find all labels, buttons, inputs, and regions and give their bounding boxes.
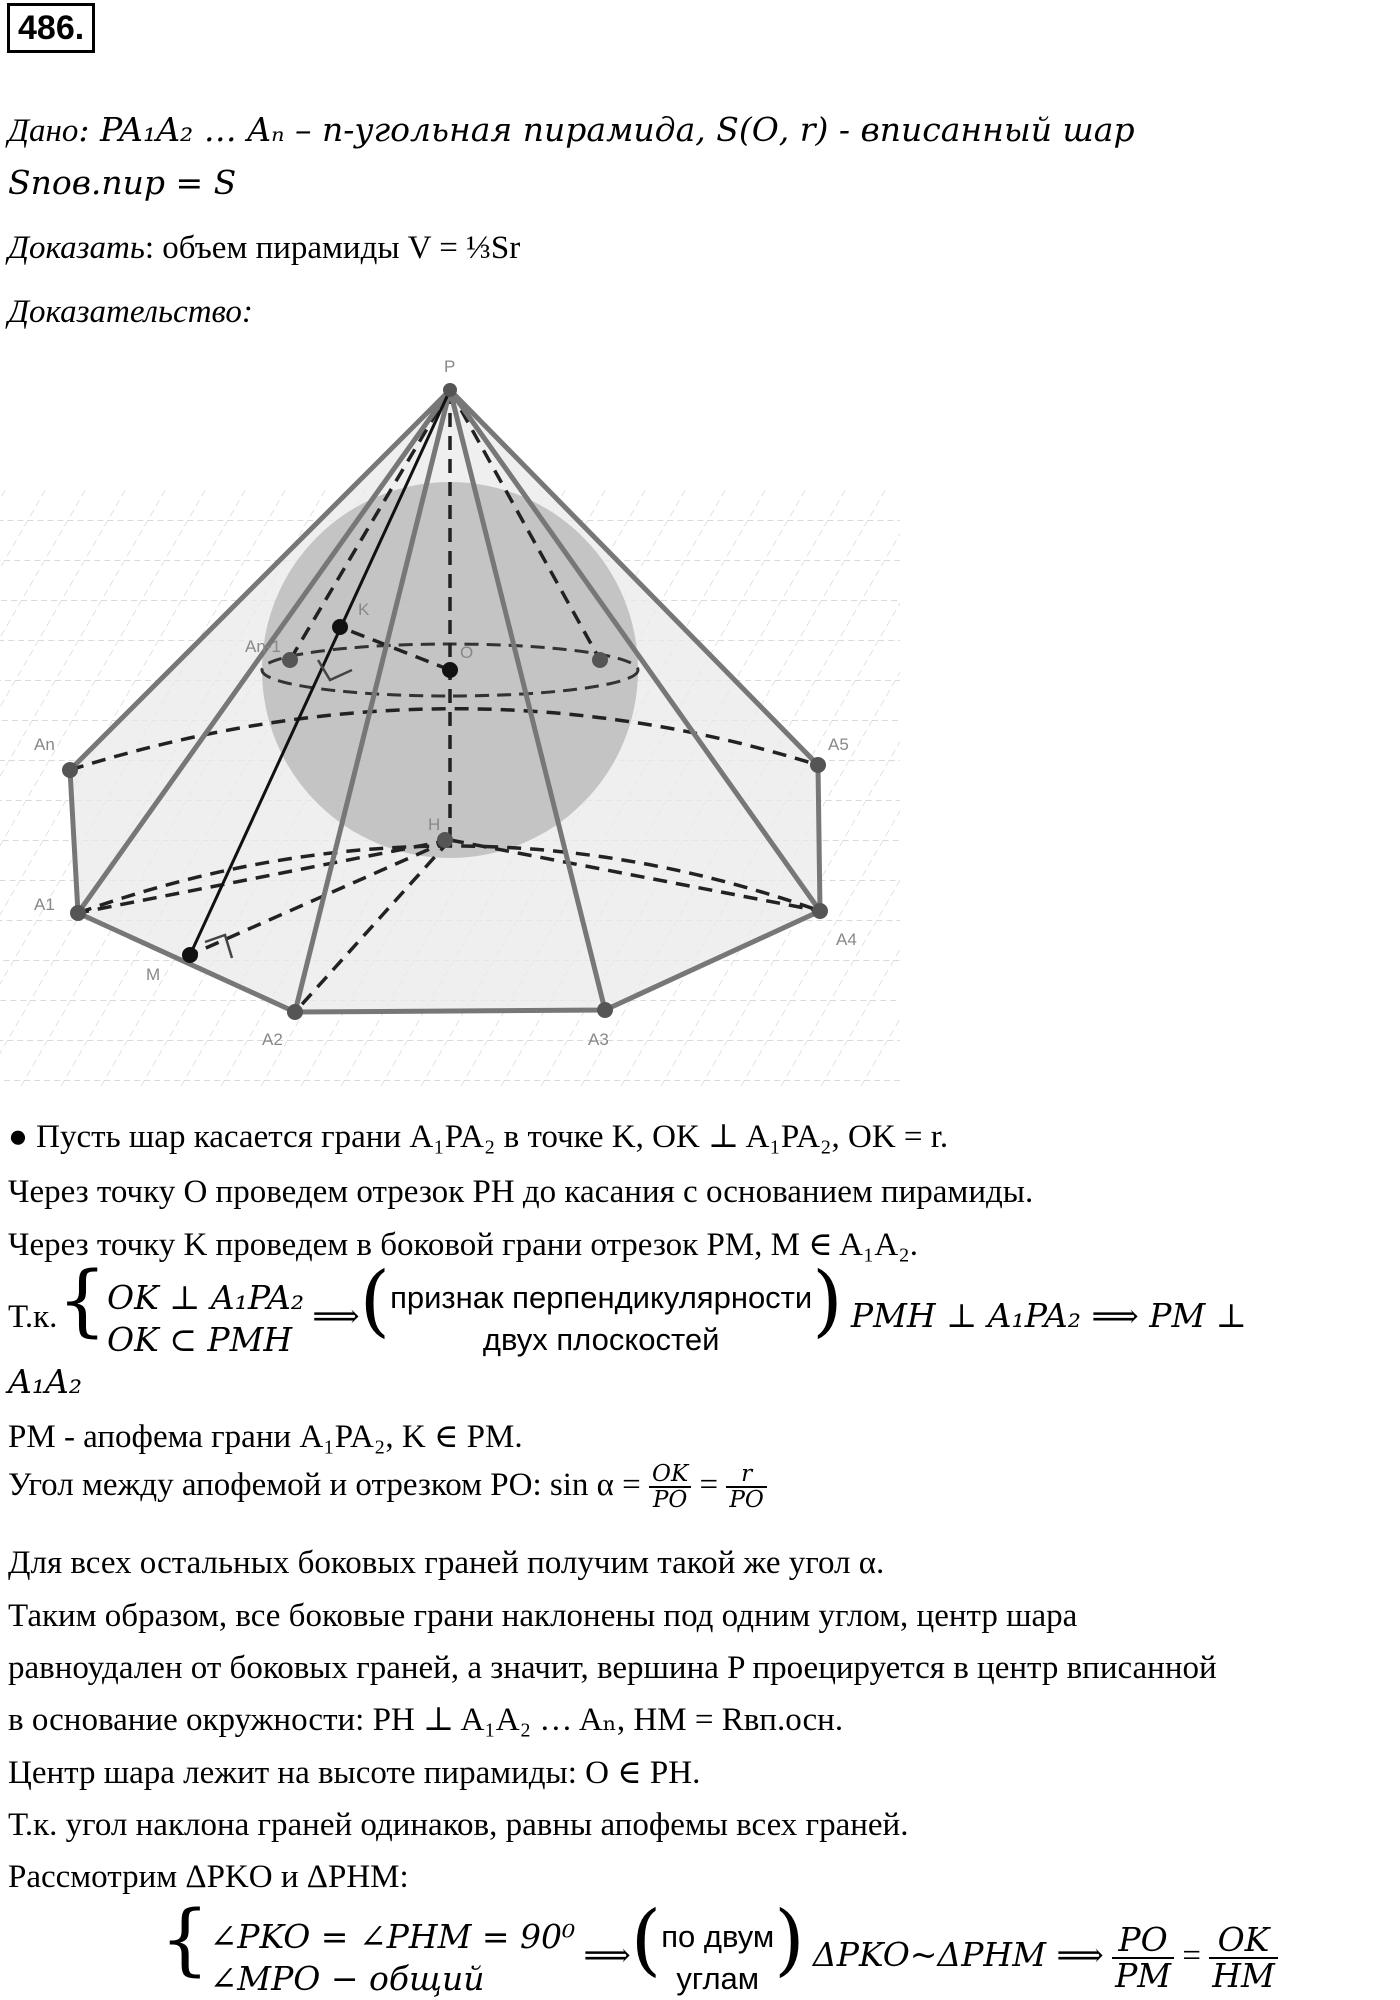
label-H: H [428,815,441,834]
label-An-1: An-1 [245,637,281,656]
frac-num: OK [1209,1923,1278,1960]
proof-line-5: A₁A₂ [8,1362,83,1401]
fraction-r-po [726,1462,766,1512]
system-cond-1: OK ⊥ A₁PA₂ [107,1278,305,1318]
proof-line-7 [8,1462,767,1512]
angle-cond-1: ∠PKO = ∠PHM = 90⁰ [209,1917,576,1957]
angle-cond-2: ∠MPO − общий [209,1959,485,1999]
paren-close: ) [812,1256,843,1346]
system-brace: { [57,1256,108,1346]
system-angles [210,1916,576,2000]
fraction-po-pm [1112,1919,1174,1996]
proof-line-1: ● Пусть шар касается грани A₁PA₂ в точке K, OK ⊥ A₁PA₂, OK = r. [8,1119,949,1155]
proof-line-11: в основание окружности: PH ⊥ A₁A₂ … Aₙ, HM = Rвп.осн. [8,1702,844,1738]
frac-den: PO [729,1487,764,1514]
reason-block-2 [661,1916,774,2000]
proof-line-12: Центр шара лежит на высоте пирамиды: O ∈ PH. [8,1755,701,1791]
given-area: Sпов.пир = S [8,163,237,202]
label-P: P [444,360,456,376]
tk-prefix: Т.к. [8,1299,58,1335]
frac-num: OK [649,1462,691,1488]
label-K: K [358,600,370,619]
label-M: M [146,965,161,984]
label-O: O [460,643,474,662]
paren-close-2: ) [774,1895,805,1985]
label-A3: A3 [588,1030,609,1049]
proof-line-4 [8,1256,1247,1361]
frac-den: HM [1212,1956,1275,1996]
given-label: Дано [8,113,79,149]
prove-line [8,228,520,268]
paren-open-2: ( [630,1895,662,1985]
frac-num: PO [1112,1923,1174,1960]
equals: = [699,1466,719,1503]
result-text: PMH ⊥ A₁PA₂ ⟹ PM ⊥ [850,1296,1247,1335]
proof-line-9: Таким образом, все боковые грани наклонены под одним углом, центр шара [8,1598,1078,1634]
reason-line-2: двух плоскостей [482,1322,720,1358]
pyramid-figure [0,360,900,1100]
proof-line-2: Через точку O проведем отрезок PH до касания с основанием пирамиды. [8,1174,1034,1210]
proof-line-14: Рассмотрим ΔPKO и ΔPHM: [8,1859,409,1895]
label-A2: A2 [262,1030,283,1049]
prove-text: : объем пирамиды V = ⅓Sr [144,230,521,266]
frac-den: PO [652,1487,688,1514]
proof-line-13: Т.к. угол наклона граней одинаков, равны апофемы всех граней. [8,1807,909,1843]
paren-open: ( [359,1256,391,1346]
label-A1: A1 [34,895,55,914]
given-text: : PA₁A₂ … Aₙ – n-угольная пирамида, 𝑆(𝑂, 𝑟) - вписанный шар [78,110,1135,149]
frac-num: r [726,1462,766,1488]
label-A5: A5 [828,735,849,754]
reason2-line-1: по двум [661,1919,775,1955]
system-cond-2: OK ⊂ PMH [107,1320,293,1360]
equals-2: = [1182,1938,1201,1974]
proof-line-15 [160,1895,1278,2000]
prove-label: Доказать [8,230,145,266]
proof-line-3: Через точку K проведем в боковой грани отрезок PM, M ∈ A₁A₂. [8,1227,919,1263]
system-brace-2: { [160,1895,210,1985]
system-conditions [107,1277,304,1361]
reason-line-1: признак перпендикулярности [390,1280,813,1316]
fraction-ok-hm [1209,1919,1278,1996]
fraction-ok-po [649,1462,691,1512]
frac-den: PM [1115,1956,1172,1996]
reason2-line-2: углам [676,1961,760,1997]
label-An: An [34,735,55,754]
label-A4: A4 [836,930,857,949]
proof-line-8: Для всех остальных боковых граней получим такой же угол α. [8,1545,885,1581]
reason-block [390,1277,812,1361]
given-line [8,110,1135,151]
proof-line-6: PM - апофема грани A₁PA₂, K ∈ PM. [8,1419,523,1455]
proof-line-10: равноудален от боковых граней, а значит, вершина P проецируется в центр вписанной [8,1650,1217,1686]
implies-arrow: ⟹ [312,1299,360,1335]
proof-label: Доказательство: [8,294,253,330]
problem-number: 486. [7,3,95,53]
implies-arrow-2: ⟹ [583,1938,631,1974]
similarity-text: ΔPKO~ΔPHM ⟹ [812,1935,1104,1974]
sin-text: Угол между апофемой и отрезком PO: sin α = [8,1466,641,1503]
